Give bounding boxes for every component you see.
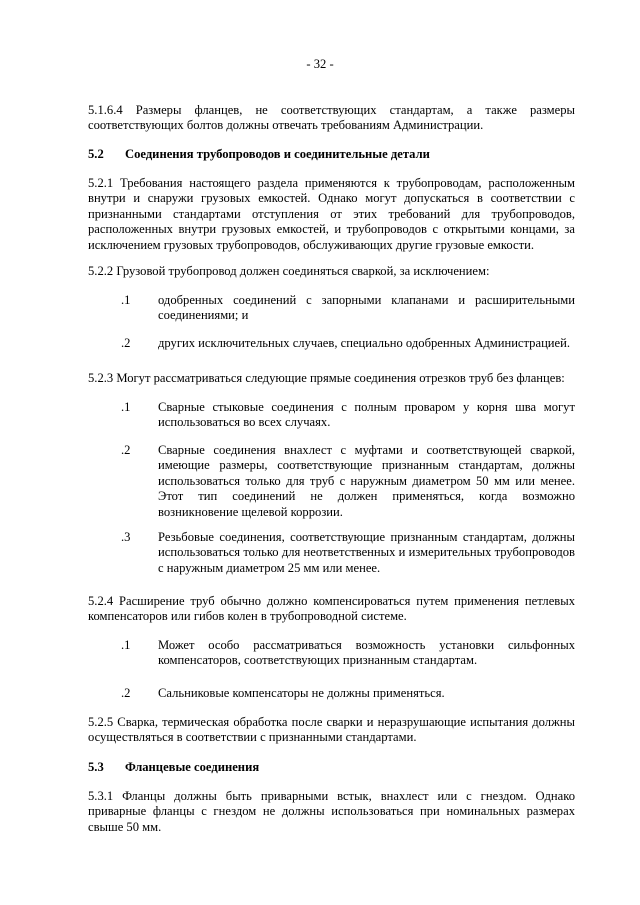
section-heading-5-2 (88, 147, 430, 162)
paragraph-5-2-5: 5.2.5 Сварка, термическая обработка после сварки и неразрушающие испытания должны осуществляться в соответствии с признанными стандартами. (88, 715, 575, 745)
paragraph-5-1-6-4: 5.1.6.4 Размеры фланцев, не соответствующих стандартам, а также размеры соответствующих болтов должны отвечать требованиям Администрации. (88, 103, 575, 133)
list-item-number: .2 (121, 686, 131, 700)
section-number: 5.2 (88, 147, 104, 161)
list-item-5-2-3-1: Сварные стыковые соединения с полным проваром у корня шва могут использоваться во всех случаях. (158, 400, 575, 430)
page-number: - 32 - (306, 57, 334, 71)
list-item-5-2-2-1: одобренных соединений с запорными клапанами и расширительными соединениями; и (158, 293, 575, 323)
list-item-5-2-3-3: Резьбовые соединения, соответствующие признанным стандартам, должны использоваться только для неответственных и измерительных трубопроводов с наружным диаметром 25 мм или менее. (158, 530, 575, 575)
list-item-number: .1 (121, 400, 131, 414)
list-item-5-2-4-2: Сальниковые компенсаторы не должны применяться. (158, 686, 445, 700)
paragraph-5-2-3: 5.2.3 Могут рассматриваться следующие прямые соединения отрезков труб без фланцев: (88, 371, 565, 385)
list-item-number: .2 (121, 336, 131, 350)
section-heading-5-3 (88, 760, 259, 775)
list-item-5-2-2-2: других исключительных случаев, специально одобренных Администрацией. (158, 336, 571, 350)
paragraph-5-2-2: 5.2.2 Грузовой трубопровод должен соединяться сваркой, за исключением: (88, 264, 490, 278)
list-item-number: .1 (121, 638, 131, 652)
list-item-5-2-3-2: Сварные соединения внахлест с муфтами и соответствующей сваркой, имеющие размеры, соответствующие признанным стандартам, должны использоваться только для труб с наружным диаметром 50 мм или менее. Этот тип соединений не должен применяться, когда возможно возникновение щелевой коррозии. (158, 443, 575, 519)
paragraph-5-2-4: 5.2.4 Расширение труб обычно должно компенсироваться путем применения петлевых компенсаторов или гибов колен в трубопроводной системе. (88, 594, 575, 624)
list-item-number: .1 (121, 293, 131, 307)
section-title: Соединения трубопроводов и соединительные детали (125, 147, 430, 161)
paragraph-5-3-1: 5.3.1 Фланцы должны быть приварными встык, внахлест или с гнездом. Однако приварные фланцы с гнездом не должны использоваться при номинальных размерах свыше 50 мм. (88, 789, 575, 834)
paragraph-5-2-1: 5.2.1 Требования настоящего раздела применяются к трубопроводам, расположенным внутри и снаружи грузовых емкостей. Однако могут допускаться в соответствии с признанными стандартами отступления от этих требований для трубопроводов, расположенных внутри грузовых емкостей, и трубопроводов с открытыми концами, за исключением грузовых трубопроводов, обслуживающих другие грузовые емкости. (88, 176, 575, 252)
section-number: 5.3 (88, 760, 104, 774)
list-item-number: .3 (121, 530, 131, 544)
list-item-5-2-4-1: Может особо рассматриваться возможность установки сильфонных компенсаторов, соответствующих признанным стандартам. (158, 638, 575, 668)
section-title: Фланцевые соединения (125, 760, 260, 774)
list-item-number: .2 (121, 443, 131, 457)
